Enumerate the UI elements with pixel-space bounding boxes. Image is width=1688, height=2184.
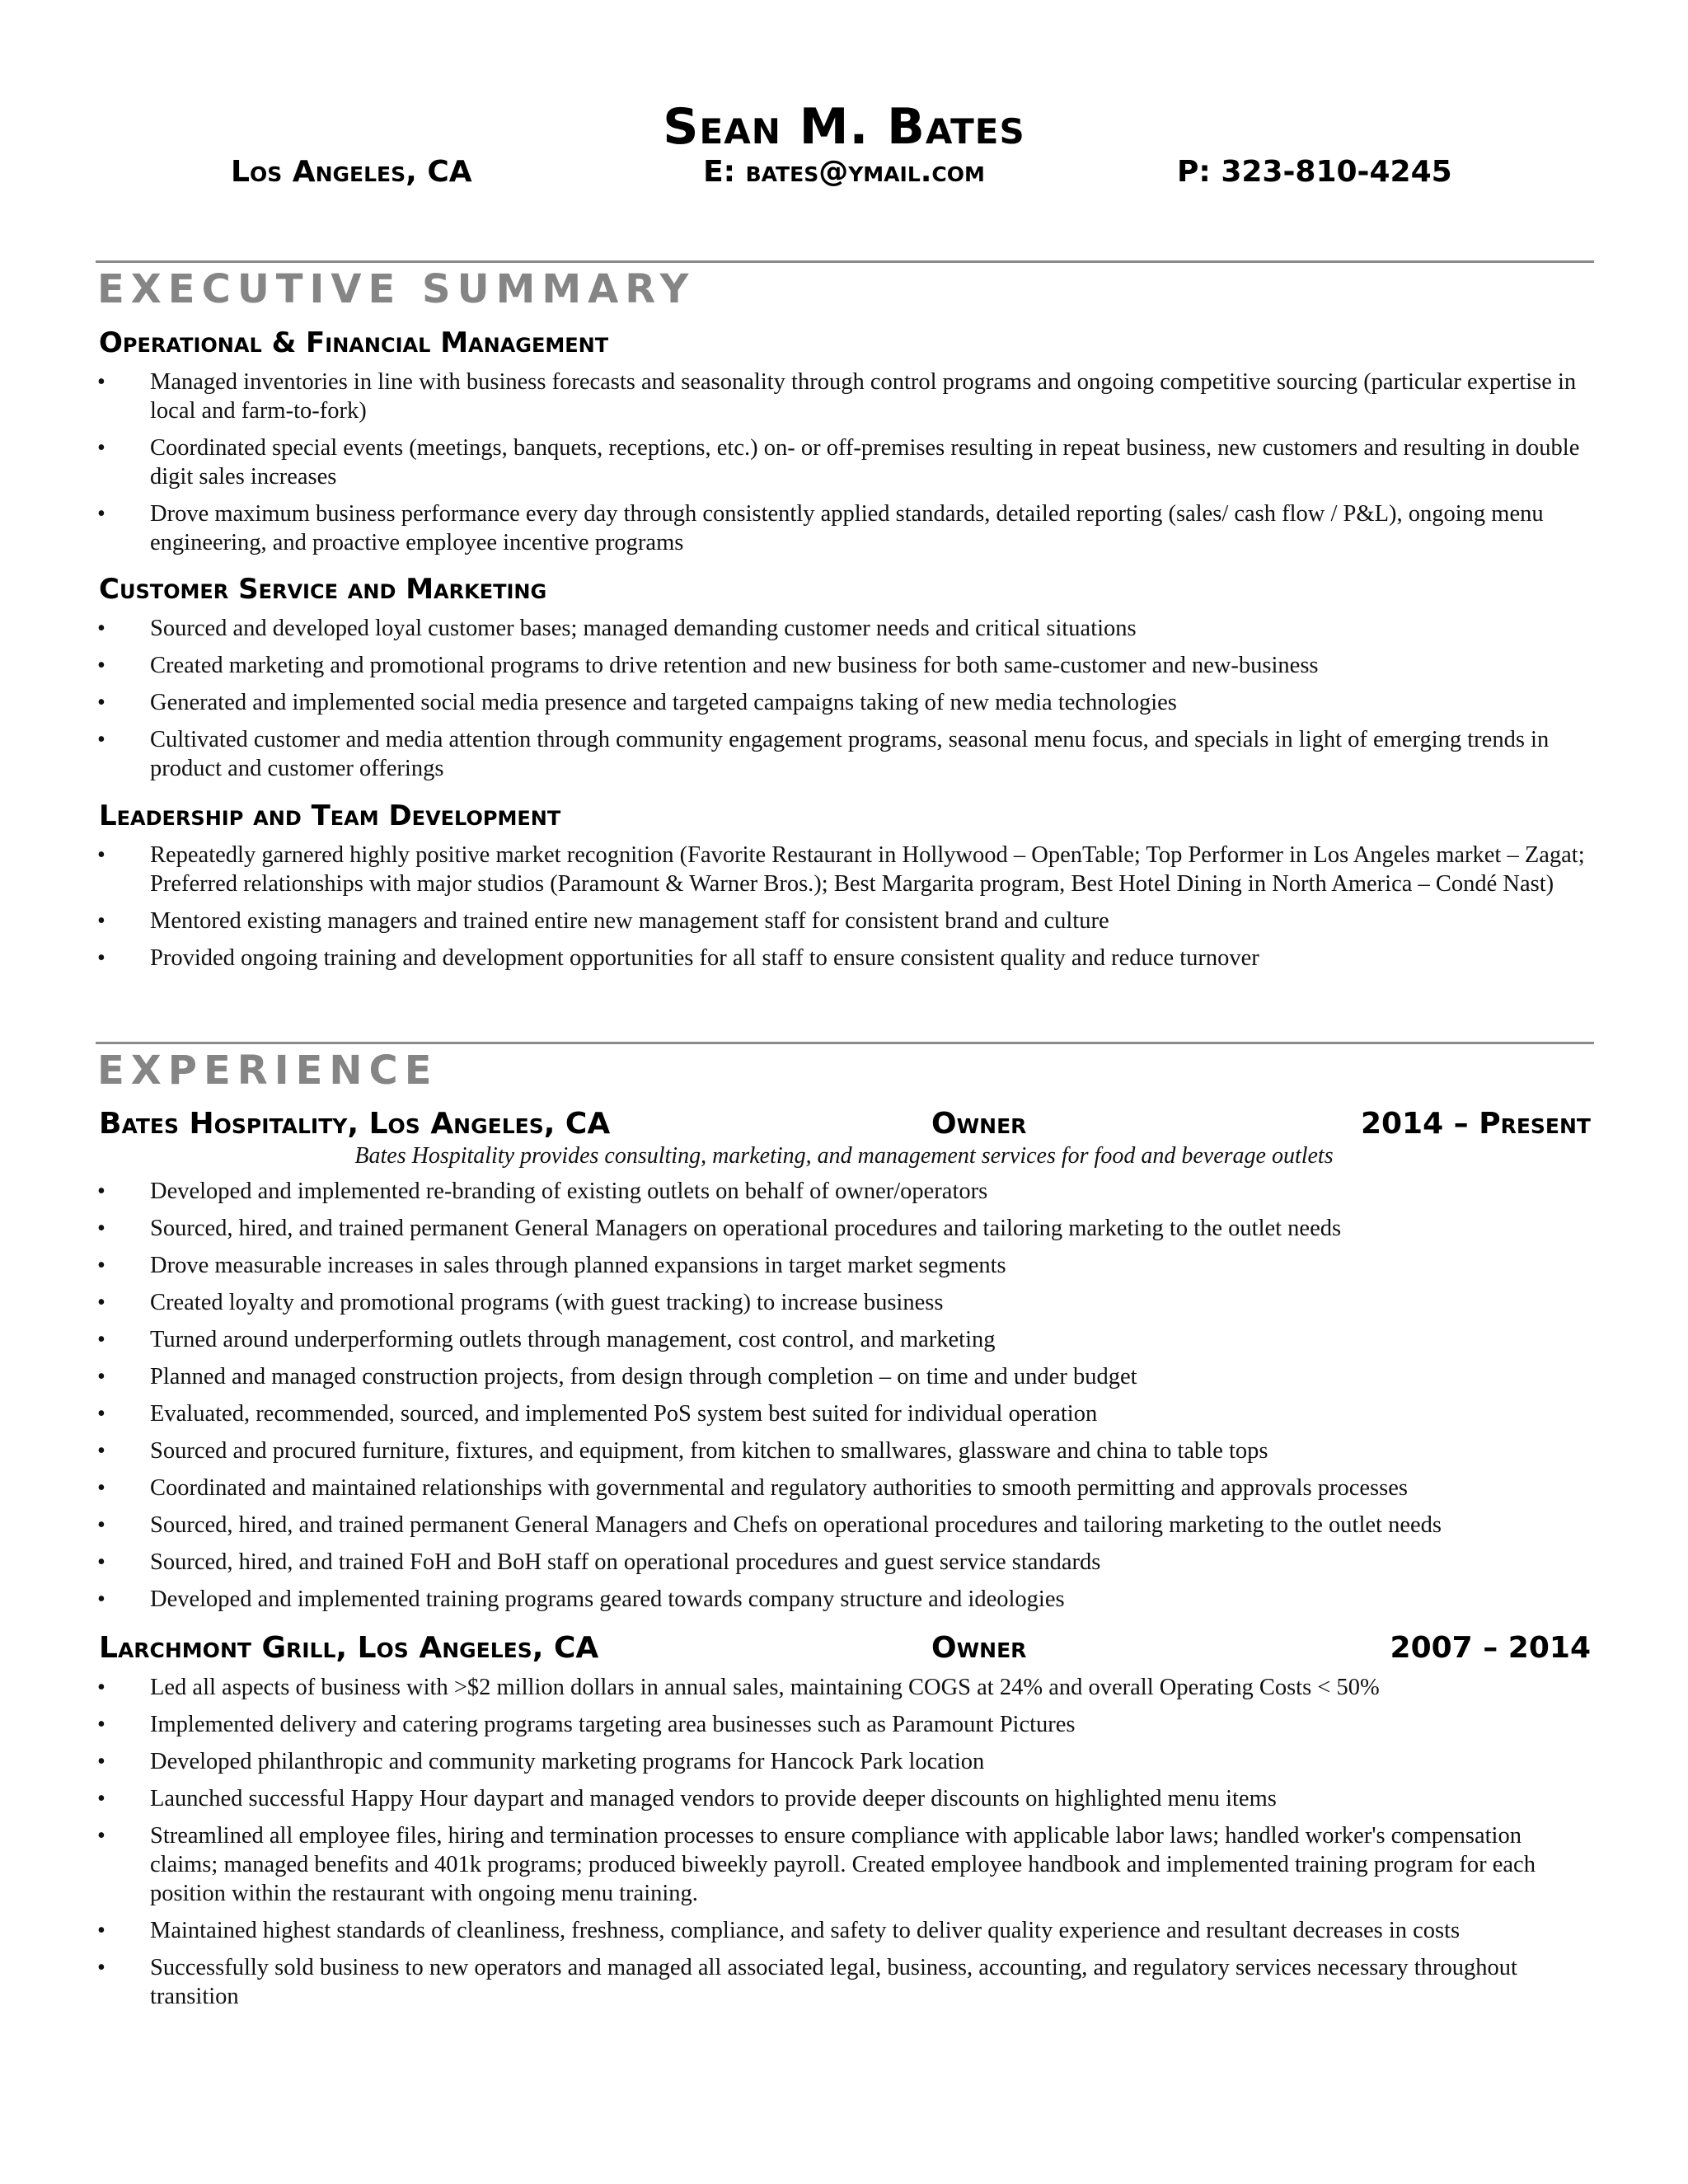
list-item: • Developed and implemented re-branding of existing outlets on behalf of owner/operators [97,1179,988,1204]
subhead-leadership-team: Leadership and Team Development [99,799,561,832]
bullet-icon: • [97,908,106,934]
bullet-icon: • [97,1918,106,1943]
bullet-icon: • [97,1179,106,1204]
bullet-icon: • [97,1364,106,1390]
list-item: • Coordinated and maintained relationships with governmental and regulatory authorities to smooth permitting and approvals processes [97,1475,1408,1501]
bullet-icon: • [97,653,106,678]
list-item: • Sourced, hired, and trained permanent General Managers and Chefs on operational procedures and tailoring marketing to the outlet needs [97,1512,1442,1538]
list-item: • Planned and managed construction projects, from design through completion – on time and under budget [97,1364,1137,1390]
bullet-icon: • [97,435,106,461]
section-title-experience: EXPERIENCE [97,1047,438,1094]
job-role: Owner [931,1107,1027,1141]
bullet-icon: • [97,727,106,752]
bullet-icon: • [97,1712,106,1737]
list-item: • Streamlined all employee files, hiring and termination processes to ensure compliance with applicable labor laws; handled worker's compensation claims; managed benefits and 401k programs; produced biweekly payroll. Created employee handbook and implemented training program for each position within the restaurant with ongoing menu training. [97,1823,1536,1906]
bullet-icon: • [97,1401,106,1427]
list-item: • Led all aspects of business with >$2 million dollars in annual sales, maintaining COGS at 24% and overall Operating Costs < 50% [97,1675,1380,1700]
list-item: • Sourced, hired, and trained FoH and BoH staff on operational procedures and guest service standards [97,1549,1101,1575]
contact-phone: P: 323-810-4245 [1177,155,1452,189]
bullet-icon: • [97,616,106,641]
contact-location: Los Angeles, CA [231,155,472,189]
bullet-icon: • [97,1327,106,1352]
bullet-icon: • [97,501,106,527]
bullet-list-operational-financial [0,368,1688,565]
list-item: • Generated and implemented social media presence and targeted campaigns taking of new media technologies [97,690,1177,715]
job-dates: 2014 – Present [1360,1107,1591,1141]
contact-email: E: bates@ymail.com [703,155,985,189]
bullet-list-larchmont-grill [0,1673,1688,2019]
bullet-icon: • [97,1749,106,1774]
job-dates: 2007 – 2014 [1390,1631,1591,1665]
list-item: • Coordinated special events (meetings, banquets, receptions, etc.) on- or off-premises resulting in repeat business, new customers and resulting in double digit sales increases [97,435,1580,490]
bullet-list-customer-service [0,614,1688,791]
bullet-icon: • [97,1512,106,1538]
list-item: • Provided ongoing training and development opportunities for all staff to ensure consistent quality and reduce turnover [97,945,1259,971]
bullet-icon: • [97,1290,106,1315]
list-item: • Created loyalty and promotional programs (with guest tracking) to increase business [97,1290,944,1315]
job-header-larchmont-grill [99,1630,1591,1666]
job-tagline: Bates Hospitality provides consulting, marketing, and management services for food and beverage outlets [354,1143,1334,1169]
bullet-icon: • [97,1549,106,1575]
job-header-bates-hospitality [99,1106,1591,1142]
bullet-icon: • [97,945,106,971]
section-divider [96,1042,1594,1044]
list-item: • Maintained highest standards of cleanliness, freshness, compliance, and safety to deliver quality experience and resultant decreases in costs [97,1918,1461,1943]
bullet-list-leadership [0,841,1688,981]
list-item: • Turned around underperforming outlets through management, cost control, and marketing [97,1327,996,1352]
candidate-name: Sean M. Bates [663,98,1025,156]
list-item: • Sourced, hired, and trained permanent General Managers on operational procedures and tailoring marketing to the outlet needs [97,1216,1342,1241]
list-item: • Drove maximum business performance every day through consistently applied standards, detailed reporting (sales/ cash flow / P&L), ongoing menu engineering, and proactive employee incentive programs [97,501,1544,555]
list-item: • Developed and implemented training programs geared towards company structure and ideologies [97,1586,1065,1612]
bullet-list-bates-hospitality [0,1177,1688,1622]
bullet-icon: • [97,1438,106,1464]
list-item: • Created marketing and promotional programs to drive retention and new business for both same-customer and new-business [97,653,1319,678]
section-title-executive-summary: EXECUTIVE SUMMARY [97,266,696,312]
bullet-icon: • [97,1823,106,1849]
list-item: • Evaluated, recommended, sourced, and implemented PoS system best suited for individual operation [97,1401,1098,1427]
bullet-icon: • [97,1786,106,1811]
bullet-icon: • [97,1675,106,1700]
job-company: Bates Hospitality, Los Angeles, CA [99,1107,611,1141]
subhead-customer-service-marketing: Customer Service and Marketing [99,573,547,606]
list-item: • Implemented delivery and catering programs targeting area businesses such as Paramount Pictures [97,1712,1076,1737]
list-item: • Successfully sold business to new operators and managed all associated legal, business, accounting, and regulatory services necessary throughout transition [97,1955,1517,2009]
list-item: • Developed philanthropic and community marketing programs for Hancock Park location [97,1749,985,1774]
bullet-icon: • [97,369,106,395]
job-role: Owner [931,1631,1027,1665]
bullet-icon: • [97,690,106,715]
list-item: • Mentored existing managers and trained entire new management staff for consistent brand and culture [97,908,1109,934]
bullet-icon: • [97,1955,106,1980]
list-item: • Repeatedly garnered highly positive market recognition (Favorite Restaurant in Hollywood – OpenTable; Top Performer in Los Angeles market – Zagat; Preferred relationships with major studios (Paramount & Warner Bros.); Best Margarita program, Best Hotel Dining in North America – Condé Nast) [97,842,1585,897]
list-item: • Sourced and procured furniture, fixtures, and equipment, from kitchen to smallwares, glassware and china to table tops [97,1438,1268,1464]
bullet-icon: • [97,842,106,868]
list-item: • Cultivated customer and media attention through community engagement programs, seasonal menu focus, and specials in light of emerging trends in product and customer offerings [97,727,1550,781]
section-divider [96,260,1594,263]
bullet-icon: • [97,1586,106,1612]
job-company: Larchmont Grill, Los Angeles, CA [99,1631,599,1665]
subhead-operational-financial: Operational & Financial Management [99,326,609,359]
list-item: • Sourced and developed loyal customer bases; managed demanding customer needs and critical situations [97,616,1137,641]
list-item: • Managed inventories in line with business forecasts and seasonality through control programs and ongoing competitive sourcing (particular expertise in local and farm-to-fork) [97,369,1577,424]
bullet-icon: • [97,1216,106,1241]
list-item: • Drove measurable increases in sales through planned expansions in target market segments [97,1253,1006,1278]
bullet-icon: • [97,1475,106,1501]
list-item: • Launched successful Happy Hour daypart and managed vendors to provide deeper discounts on highlighted menu items [97,1786,1277,1811]
bullet-icon: • [97,1253,106,1278]
